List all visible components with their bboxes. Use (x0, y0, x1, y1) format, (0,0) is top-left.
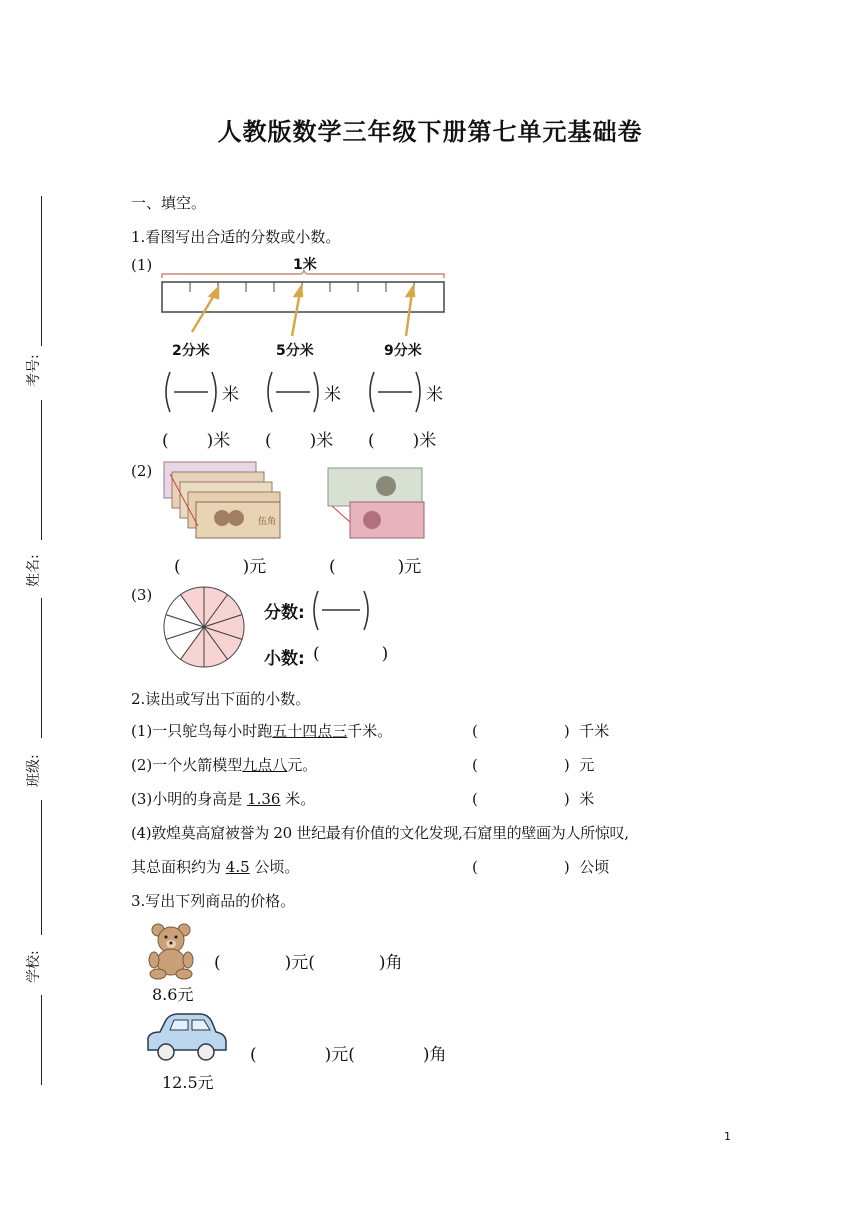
mark-label: 2分米 (172, 343, 210, 359)
decimal-blank[interactable]: ( )米 (368, 431, 437, 451)
fraction-label: 分数: (264, 603, 305, 623)
unit-label: 米 (222, 385, 239, 405)
decimal-label: 小数: (264, 649, 305, 669)
price-label: 8.6元 (152, 985, 194, 1004)
price-blank[interactable]: ( )元( )角 (250, 1045, 447, 1065)
q2-item-3: (3)小明的身高是 1.36 米。 (131, 790, 316, 808)
side-label-kaohao: 考号: (26, 354, 42, 387)
mark-label: 9分米 (384, 343, 422, 359)
decimal-answer-blank[interactable]: ( ) (313, 644, 389, 664)
page-title: 人教版数学三年级下册第七单元基础卷 (217, 118, 643, 146)
side-label-banji: 班级: (26, 754, 42, 787)
answer-blank[interactable]: ( ) 千米 (472, 722, 610, 740)
side-line (41, 995, 42, 1085)
side-label-xuexiao: 学校: (26, 950, 42, 983)
unit-label: 米 (324, 385, 341, 405)
fraction-blanks[interactable] (160, 368, 460, 416)
mark-label: 5分米 (276, 343, 314, 359)
part-label: (1) (131, 256, 153, 274)
side-line (41, 598, 42, 738)
money-blank[interactable]: ( )元 (174, 557, 267, 577)
answer-blank[interactable]: ( ) 米 (472, 790, 595, 808)
decimal-blank[interactable]: ( )米 (265, 431, 334, 451)
question-2-text: 2.读出或写出下面的小数。 (131, 690, 311, 708)
fraction-answer-blank[interactable] (310, 588, 372, 634)
toy-car-image (144, 1012, 230, 1064)
pie-figure (160, 585, 250, 669)
part-label: (3) (131, 586, 153, 604)
q2-item-1: (1)一只鸵鸟每小时跑五十四点三千米。 (131, 722, 393, 740)
side-line (41, 800, 42, 935)
teddy-bear-image (144, 922, 200, 980)
q2-item-4-line2: 其总面积约为 4.5 公顷。 (131, 858, 300, 876)
side-line (41, 400, 42, 540)
page-number: 1 (724, 1130, 731, 1143)
price-label: 12.5元 (162, 1073, 214, 1092)
side-line (41, 196, 42, 346)
section-heading: 一、填空。 (131, 194, 207, 212)
banknote-stack-image (162, 460, 287, 542)
svg-text:伍角: 伍角 (258, 517, 277, 527)
unit-label: 米 (426, 385, 443, 405)
money-blank[interactable]: ( )元 (329, 557, 422, 577)
question-3-text: 3.写出下列商品的价格。 (131, 892, 296, 910)
banknote-pair-image (324, 466, 428, 542)
price-blank[interactable]: ( )元( )角 (214, 953, 403, 973)
question-1-text: 1.看图写出合适的分数或小数。 (131, 228, 341, 246)
ruler-label: 1米 (293, 257, 317, 273)
answer-blank[interactable]: ( ) 元 (472, 756, 595, 774)
decimal-blank[interactable]: ( )米 (162, 431, 231, 451)
answer-blank[interactable]: ( ) 公顷 (472, 858, 610, 876)
part-label: (2) (131, 462, 153, 480)
q2-item-2: (2)一个火箭模型九点八元。 (131, 756, 318, 774)
side-label-xingming: 姓名: (26, 554, 42, 587)
q2-item-4-line1: (4)敦煌莫高窟被誉为 20 世纪最有价值的文化发现,石窟里的壁画为人所惊叹, (131, 824, 629, 842)
